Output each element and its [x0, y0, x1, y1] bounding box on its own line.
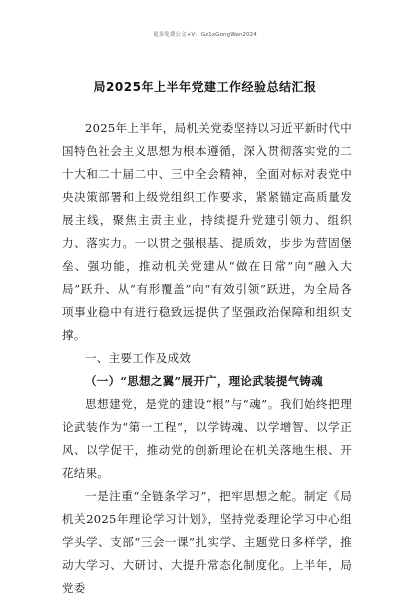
intro-paragraph: 2025年上半年，局机关党委坚持以习近平新时代中国特色社会主义思想为根本遵循，深入贯彻落实党的二十大和二十届二中、三中全会精神，全面对标对表党中央决策部署和上级党组织工作要求，紧紧锚定高质量发展主线，聚焦主责主业，持续提升党建引领力、组织力、落实力。一以贯之强根基、提质效，步步为营固堡垒、强功能，推动机关党建从“做在日常”向“融入大局”跃升、从“有形覆盖”向“有效引领”跃进，为全局各项事业稳中有进行稳致远提供了坚强政治保障和组织支撑。	[62, 121, 352, 342]
section-heading: 一、主要工作及成效	[85, 351, 192, 365]
subsection-heading: （一）“思想之翼”展开广，理论武装提气铸魂	[85, 374, 324, 388]
body-paragraph: 一是注重“全链条学习”，把牢思想之舵。制定《局机关2025年理论学习计划》，坚持党委理论学习中心组学头学、支部“三会一课”扎实学、主题党日多样学，推动大学习、大研讨、大提升常态化制度化。上半年，局党委	[62, 489, 352, 595]
header-note: 更多免费公文+V：Gz1xGongWen2024	[153, 32, 257, 38]
body-paragraph: 思想建党，是党的建设“根”与“魂”。我们始终把理论武装作为“第一工程”，以学铸魂、以学增智、以学正风、以学促干，推动党的创新理论在机关落地生根、开花结果。	[62, 397, 352, 480]
document-body	[62, 117, 352, 600]
document-title: 局2025年上半年党建工作经验总结汇报	[93, 80, 317, 94]
